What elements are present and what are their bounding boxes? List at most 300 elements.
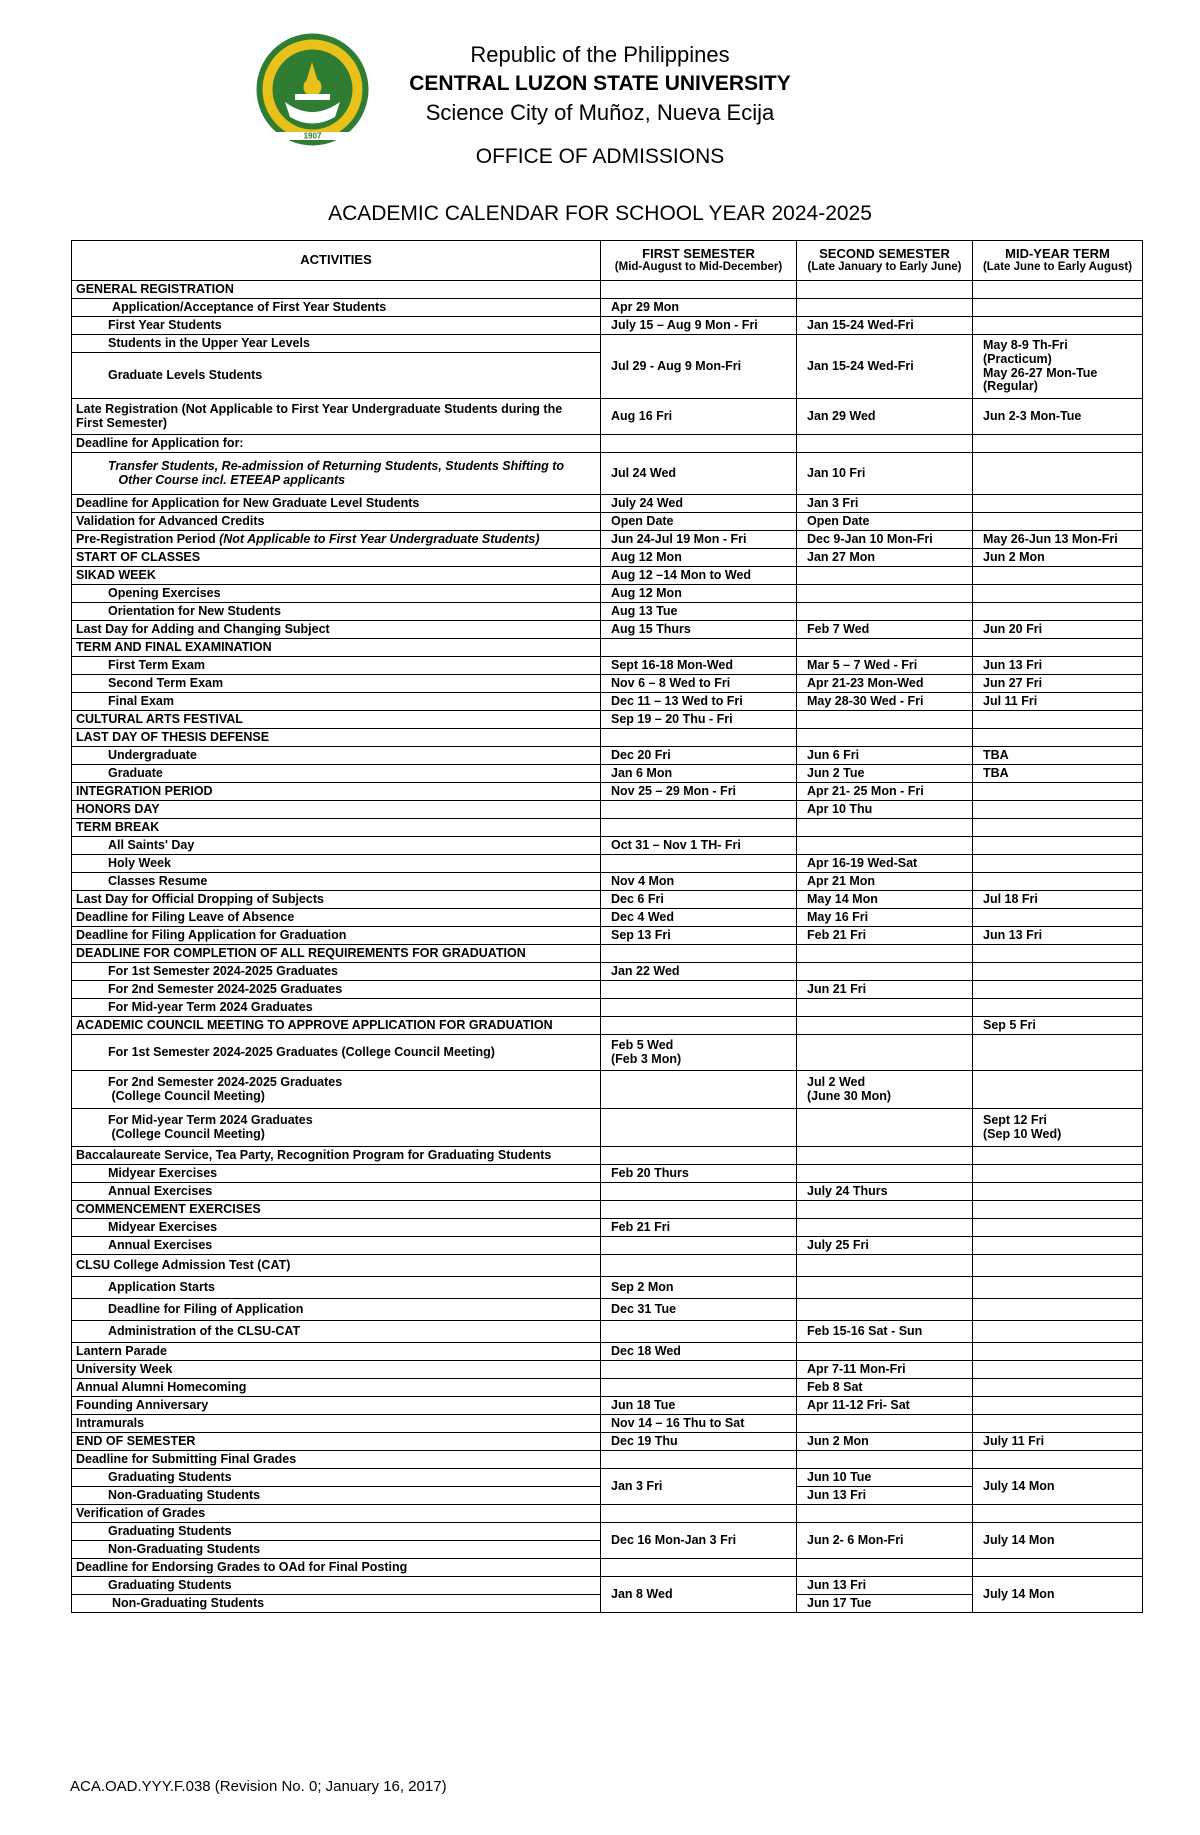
table-cell: Jun 2 Mon: [973, 549, 1143, 567]
table-row: [72, 1559, 1143, 1577]
table-cell: [797, 299, 973, 317]
table-row: [72, 1255, 1143, 1277]
table-cell: [973, 819, 1143, 837]
table-cell: Apr 11-12 Fri- Sat: [797, 1397, 973, 1415]
table-cell: May 28-30 Wed - Fri: [797, 693, 973, 711]
table-cell: [973, 855, 1143, 873]
table-cell: [973, 999, 1143, 1017]
table-cell: Jan 6 Mon: [601, 765, 797, 783]
table-cell: Dec 6 Fri: [601, 891, 797, 909]
table-row: [72, 1183, 1143, 1201]
table-row: [72, 639, 1143, 657]
table-cell: [797, 639, 973, 657]
table-cell: Administration of the CLSU-CAT: [72, 1321, 601, 1343]
table-row: [72, 1361, 1143, 1379]
table-cell: [601, 855, 797, 873]
table-cell: Aug 13 Tue: [601, 603, 797, 621]
table-cell: [973, 1505, 1143, 1523]
table-cell: Dec 20 Fri: [601, 747, 797, 765]
table-cell: [797, 1147, 973, 1165]
table-cell: TERM AND FINAL EXAMINATION: [72, 639, 601, 657]
table-cell: [797, 837, 973, 855]
table-cell: [973, 729, 1143, 747]
table-row: [72, 1017, 1143, 1035]
table-cell: [973, 1071, 1143, 1109]
table-cell: Jan 8 Wed: [601, 1577, 797, 1613]
table-row: [72, 927, 1143, 945]
table-row: [72, 765, 1143, 783]
table-cell: Jun 17 Tue: [797, 1595, 973, 1613]
table-cell: Lantern Parade: [72, 1343, 601, 1361]
table-cell: [973, 495, 1143, 513]
table-cell: Jan 22 Wed: [601, 963, 797, 981]
header-row: [72, 241, 1143, 281]
table-cell: [601, 945, 797, 963]
table-row: [72, 1379, 1143, 1397]
table-cell: Graduating Students: [72, 1523, 601, 1541]
table-cell: Feb 8 Sat: [797, 1379, 973, 1397]
table-cell: [973, 1201, 1143, 1219]
table-cell: May 8-9 Th-Fri (Practicum) May 26-27 Mon-Tue (Regular): [973, 335, 1143, 399]
table-cell: July 24 Thurs: [797, 1183, 973, 1201]
table-cell: Nov 14 – 16 Thu to Sat: [601, 1415, 797, 1433]
table-cell: Graduating Students: [72, 1577, 601, 1595]
table-cell: Application Starts: [72, 1277, 601, 1299]
table-cell: [973, 603, 1143, 621]
table-cell: [601, 1255, 797, 1277]
table-cell: University Week: [72, 1361, 601, 1379]
table-cell: Apr 10 Thu: [797, 801, 973, 819]
table-cell: May 14 Mon: [797, 891, 973, 909]
table-cell: LAST DAY OF THESIS DEFENSE: [72, 729, 601, 747]
table-row: [72, 1469, 1143, 1487]
table-cell: Jun 20 Fri: [973, 621, 1143, 639]
table-cell: [797, 435, 973, 453]
table-cell: [601, 1109, 797, 1147]
table-cell: [973, 873, 1143, 891]
table-row: [72, 399, 1143, 435]
table-cell: Dec 9-Jan 10 Mon-Fri: [797, 531, 973, 549]
table-cell: Feb 21 Fri: [797, 927, 973, 945]
table-cell: [797, 945, 973, 963]
table-row: [72, 531, 1143, 549]
table-cell: Late Registration (Not Applicable to First Year Undergraduate Students during the First Semester): [72, 399, 601, 435]
table-cell: [973, 435, 1143, 453]
table-cell: For 1st Semester 2024-2025 Graduates: [72, 963, 601, 981]
table-row: [72, 1071, 1143, 1109]
table-cell: Intramurals: [72, 1415, 601, 1433]
table-cell: [601, 1451, 797, 1469]
table-cell: Opening Exercises: [72, 585, 601, 603]
table-cell: Sep 19 – 20 Thu - Fri: [601, 711, 797, 729]
table-cell: [797, 1165, 973, 1183]
table-cell: [973, 1343, 1143, 1361]
table-cell: Final Exam: [72, 693, 601, 711]
table-cell: [973, 1321, 1143, 1343]
table-row: [72, 1415, 1143, 1433]
table-cell: Feb 5 Wed (Feb 3 Mon): [601, 1035, 797, 1071]
table-cell: Jan 15-24 Wed-Fri: [797, 317, 973, 335]
table-cell: Sep 5 Fri: [973, 1017, 1143, 1035]
table-cell: SIKAD WEEK: [72, 567, 601, 585]
table-cell: [797, 819, 973, 837]
table-cell: Jul 18 Fri: [973, 891, 1143, 909]
table-cell: Apr 21- 25 Mon - Fri: [797, 783, 973, 801]
table-cell: [797, 963, 973, 981]
calendar-table: [71, 240, 1143, 1613]
table-cell: [973, 453, 1143, 495]
table-cell: Aug 12 Mon: [601, 549, 797, 567]
table-row: [72, 1201, 1143, 1219]
table-cell: Jan 3 Fri: [601, 1469, 797, 1505]
table-cell: July 15 – Aug 9 Mon - Fri: [601, 317, 797, 335]
table-cell: May 26-Jun 13 Mon-Fri: [973, 531, 1143, 549]
table-cell: Jun 27 Fri: [973, 675, 1143, 693]
table-cell: CLSU College Admission Test (CAT): [72, 1255, 601, 1277]
table-cell: [973, 1035, 1143, 1071]
table-cell: Mar 5 – 7 Wed - Fri: [797, 657, 973, 675]
table-row: [72, 675, 1143, 693]
table-row: [72, 801, 1143, 819]
table-cell: Dec 19 Thu: [601, 1433, 797, 1451]
table-cell: Validation for Advanced Credits: [72, 513, 601, 531]
table-cell: Nov 6 – 8 Wed to Fri: [601, 675, 797, 693]
header-university: CENTRAL LUZON STATE UNIVERSITY: [409, 72, 791, 95]
table-cell: Pre-Registration Period (Not Applicable to First Year Undergraduate Students): [72, 531, 601, 549]
table-cell: [973, 1277, 1143, 1299]
table-row: [72, 335, 1143, 353]
table-cell: START OF CLASSES: [72, 549, 601, 567]
table-cell: [797, 1109, 973, 1147]
table-cell: July 14 Mon: [973, 1523, 1143, 1559]
table-cell: Deadline for Submitting Final Grades: [72, 1451, 601, 1469]
table-cell: [973, 981, 1143, 999]
table-cell: [601, 819, 797, 837]
table-cell: [797, 1255, 973, 1277]
table-cell: [973, 1165, 1143, 1183]
table-cell: Sep 2 Mon: [601, 1277, 797, 1299]
table-cell: [973, 783, 1143, 801]
table-cell: Feb 7 Wed: [797, 621, 973, 639]
table-cell: Open Date: [601, 513, 797, 531]
table-cell: Apr 21 Mon: [797, 873, 973, 891]
table-cell: For 1st Semester 2024-2025 Graduates (College Council Meeting): [72, 1035, 601, 1071]
table-row: [72, 981, 1143, 999]
table-cell: Graduating Students: [72, 1469, 601, 1487]
table-row: [72, 1299, 1143, 1321]
table-row: [72, 891, 1143, 909]
table-cell: [797, 729, 973, 747]
table-cell: [973, 1237, 1143, 1255]
table-cell: [973, 1219, 1143, 1237]
header-office: OFFICE OF ADMISSIONS: [475, 145, 725, 168]
table-cell: [601, 639, 797, 657]
table-cell: [973, 567, 1143, 585]
table-row: [72, 1433, 1143, 1451]
table-cell: [601, 1017, 797, 1035]
table-cell: [797, 1219, 973, 1237]
table-row: [72, 1505, 1143, 1523]
table-cell: Jun 13 Fri: [973, 927, 1143, 945]
table-cell: Jun 2- 6 Mon-Fri: [797, 1523, 973, 1559]
table-cell: [973, 1559, 1143, 1577]
table-cell: [601, 1183, 797, 1201]
table-cell: Verification of Grades: [72, 1505, 601, 1523]
table-cell: July 24 Wed: [601, 495, 797, 513]
table-cell: For 2nd Semester 2024-2025 Graduates: [72, 981, 601, 999]
table-cell: [601, 1071, 797, 1109]
table-cell: [973, 1451, 1143, 1469]
table-cell: [601, 1237, 797, 1255]
table-cell: [973, 945, 1143, 963]
table-cell: DEADLINE FOR COMPLETION OF ALL REQUIREMENTS FOR GRADUATION: [72, 945, 601, 963]
table-cell: [601, 1379, 797, 1397]
table-cell: Jun 24-Jul 19 Mon - Fri: [601, 531, 797, 549]
table-cell: Jan 3 Fri: [797, 495, 973, 513]
table-cell: [601, 1321, 797, 1343]
table-cell: [973, 281, 1143, 299]
table-cell: [601, 1559, 797, 1577]
table-cell: [973, 711, 1143, 729]
table-cell: [973, 1183, 1143, 1201]
table-cell: [797, 585, 973, 603]
table-cell: [973, 1415, 1143, 1433]
table-cell: Sep 13 Fri: [601, 927, 797, 945]
table-row: [72, 1451, 1143, 1469]
table-cell: Undergraduate: [72, 747, 601, 765]
table-cell: [797, 1017, 973, 1035]
table-cell: [797, 1559, 973, 1577]
table-cell: July 14 Mon: [973, 1577, 1143, 1613]
table-cell: July 11 Fri: [973, 1433, 1143, 1451]
table-cell: [601, 801, 797, 819]
table-cell: Jul 11 Fri: [973, 693, 1143, 711]
table-cell: First Term Exam: [72, 657, 601, 675]
table-cell: [797, 1277, 973, 1299]
table-cell: COMMENCEMENT EXERCISES: [72, 1201, 601, 1219]
table-cell: July 14 Mon: [973, 1469, 1143, 1505]
table-cell: CULTURAL ARTS FESTIVAL: [72, 711, 601, 729]
table-cell: Transfer Students, Re-admission of Returning Students, Students Shifting to Other Course incl. ETEEAP applicants: [72, 453, 601, 495]
table-row: [72, 693, 1143, 711]
table-cell: [797, 1451, 973, 1469]
table-cell: INTEGRATION PERIOD: [72, 783, 601, 801]
table-row: [72, 711, 1143, 729]
table-row: [72, 999, 1143, 1017]
table-cell: Jun 2 Tue: [797, 765, 973, 783]
table-cell: Feb 21 Fri: [601, 1219, 797, 1237]
table-cell: [973, 513, 1143, 531]
table-cell: Founding Anniversary: [72, 1397, 601, 1415]
table-cell: [601, 999, 797, 1017]
table-cell: [601, 981, 797, 999]
table-cell: [601, 1505, 797, 1523]
table-cell: July 25 Fri: [797, 1237, 973, 1255]
col-first-semester: FIRST SEMESTER (Mid-August to Mid-December): [601, 241, 797, 281]
table-cell: Aug 15 Thurs: [601, 621, 797, 639]
table-cell: Midyear Exercises: [72, 1165, 601, 1183]
table-row: [72, 1165, 1143, 1183]
table-row: [72, 603, 1143, 621]
table-cell: [973, 1361, 1143, 1379]
table-cell: [797, 603, 973, 621]
table-row: [72, 1321, 1143, 1343]
table-cell: Aug 12 –14 Mon to Wed: [601, 567, 797, 585]
table-row: [72, 945, 1143, 963]
table-cell: Last Day for Adding and Changing Subject: [72, 621, 601, 639]
table-row: [72, 453, 1143, 495]
table-cell: Midyear Exercises: [72, 1219, 601, 1237]
table-cell: Dec 16 Mon-Jan 3 Fri: [601, 1523, 797, 1559]
table-cell: [797, 1201, 973, 1219]
table-cell: [797, 567, 973, 585]
table-cell: Holy Week: [72, 855, 601, 873]
table-cell: [601, 729, 797, 747]
table-cell: [601, 1201, 797, 1219]
table-cell: Jun 13 Fri: [797, 1487, 973, 1505]
table-cell: Jul 29 - Aug 9 Mon-Fri: [601, 335, 797, 399]
table-row: [72, 873, 1143, 891]
table-row: [72, 1237, 1143, 1255]
table-row: [72, 299, 1143, 317]
table-row: [72, 585, 1143, 603]
table-cell: [973, 1379, 1143, 1397]
table-cell: HONORS DAY: [72, 801, 601, 819]
table-row: [72, 1109, 1143, 1147]
table-cell: [973, 909, 1143, 927]
table-cell: [973, 1299, 1143, 1321]
table-cell: Jan 27 Mon: [797, 549, 973, 567]
calendar-title: ACADEMIC CALENDAR FOR SCHOOL YEAR 2024-2025: [328, 202, 872, 225]
table-row: [72, 513, 1143, 531]
table-cell: Jan 15-24 Wed-Fri: [797, 335, 973, 399]
table-row: [72, 1035, 1143, 1071]
table-cell: Sept 12 Fri (Sep 10 Wed): [973, 1109, 1143, 1147]
table-cell: [973, 837, 1143, 855]
table-row: [72, 435, 1143, 453]
table-cell: May 16 Fri: [797, 909, 973, 927]
table-cell: Deadline for Endorsing Grades to OAd for Final Posting: [72, 1559, 601, 1577]
table-cell: Application/Acceptance of First Year Students: [72, 299, 601, 317]
table-cell: Sept 16-18 Mon-Wed: [601, 657, 797, 675]
table-cell: [973, 1147, 1143, 1165]
table-row: [72, 1397, 1143, 1415]
table-cell: [973, 963, 1143, 981]
header-republic: Republic of the Philippines: [470, 42, 730, 67]
table-cell: END OF SEMESTER: [72, 1433, 601, 1451]
table-cell: Jul 24 Wed: [601, 453, 797, 495]
table-cell: Jun 2-3 Mon-Tue: [973, 399, 1143, 435]
table-cell: Deadline for Application for New Graduate Level Students: [72, 495, 601, 513]
table-cell: Oct 31 – Nov 1 TH- Fri: [601, 837, 797, 855]
table-cell: [797, 1035, 973, 1071]
table-cell: Apr 16-19 Wed-Sat: [797, 855, 973, 873]
table-row: [72, 549, 1143, 567]
table-cell: Graduate Levels Students: [72, 353, 601, 399]
table-row: [72, 819, 1143, 837]
table-cell: [797, 1415, 973, 1433]
col-mid-year-term: MID-YEAR TERM (Late June to Early August): [973, 241, 1143, 281]
table-cell: Aug 16 Fri: [601, 399, 797, 435]
table-row: [72, 1147, 1143, 1165]
table-cell: [973, 585, 1143, 603]
table-cell: For Mid-year Term 2024 Graduates: [72, 999, 601, 1017]
table-row: [72, 567, 1143, 585]
table-cell: Jun 13 Fri: [973, 657, 1143, 675]
table-row: [72, 1577, 1143, 1595]
table-cell: Non-Graduating Students: [72, 1541, 601, 1559]
table-cell: Dec 31 Tue: [601, 1299, 797, 1321]
table-cell: [601, 1147, 797, 1165]
table-cell: Jan 29 Wed: [797, 399, 973, 435]
table-row: [72, 963, 1143, 981]
table-row: [72, 1277, 1143, 1299]
table-cell: Apr 21-23 Mon-Wed: [797, 675, 973, 693]
table-cell: Aug 12 Mon: [601, 585, 797, 603]
table-cell: Apr 29 Mon: [601, 299, 797, 317]
table-cell: First Year Students: [72, 317, 601, 335]
form-code-footer: ACA.OAD.YYY.F.038 (Revision No. 0; January 16, 2017): [70, 1778, 447, 1795]
table-row: [72, 747, 1143, 765]
table-cell: Deadline for Filing Leave of Absence: [72, 909, 601, 927]
table-cell: Feb 20 Thurs: [601, 1165, 797, 1183]
table-cell: Deadline for Application for:: [72, 435, 601, 453]
table-cell: Dec 11 – 13 Wed to Fri: [601, 693, 797, 711]
table-cell: Open Date: [797, 513, 973, 531]
table-cell: [973, 299, 1143, 317]
table-row: [72, 657, 1143, 675]
table-row: [72, 783, 1143, 801]
table-cell: Jun 10 Tue: [797, 1469, 973, 1487]
table-row: [72, 1219, 1143, 1237]
table-row: [72, 855, 1143, 873]
table-cell: Jul 2 Wed (June 30 Mon): [797, 1071, 973, 1109]
table-row: [72, 621, 1143, 639]
table-cell: [797, 1343, 973, 1361]
table-cell: Jun 21 Fri: [797, 981, 973, 999]
table-cell: Jun 13 Fri: [797, 1577, 973, 1595]
table-cell: [797, 1299, 973, 1321]
table-cell: Annual Exercises: [72, 1237, 601, 1255]
table-cell: Deadline for Filing of Application: [72, 1299, 601, 1321]
table-cell: Classes Resume: [72, 873, 601, 891]
svg-text:1907: 1907: [303, 131, 322, 141]
table-cell: Dec 4 Wed: [601, 909, 797, 927]
table-cell: Second Term Exam: [72, 675, 601, 693]
table-cell: TERM BREAK: [72, 819, 601, 837]
table-cell: Feb 15-16 Sat - Sun: [797, 1321, 973, 1343]
table-row: [72, 495, 1143, 513]
table-cell: Deadline for Filing Application for Graduation: [72, 927, 601, 945]
table-cell: [973, 801, 1143, 819]
table-cell: Non-Graduating Students: [72, 1487, 601, 1505]
table-row: [72, 1523, 1143, 1541]
table-row: [72, 281, 1143, 299]
table-cell: [797, 711, 973, 729]
table-cell: Jun 18 Tue: [601, 1397, 797, 1415]
table-cell: Jun 2 Mon: [797, 1433, 973, 1451]
table-cell: [601, 281, 797, 299]
table-cell: [601, 435, 797, 453]
table-cell: [601, 1361, 797, 1379]
table-cell: [797, 999, 973, 1017]
table-cell: [973, 639, 1143, 657]
header-location: Science City of Muñoz, Nueva Ecija: [425, 100, 775, 125]
table-cell: ACADEMIC COUNCIL MEETING TO APPROVE APPLICATION FOR GRADUATION: [72, 1017, 601, 1035]
table-cell: Jun 6 Fri: [797, 747, 973, 765]
table-cell: Annual Exercises: [72, 1183, 601, 1201]
table-cell: Students in the Upper Year Levels: [72, 335, 601, 353]
